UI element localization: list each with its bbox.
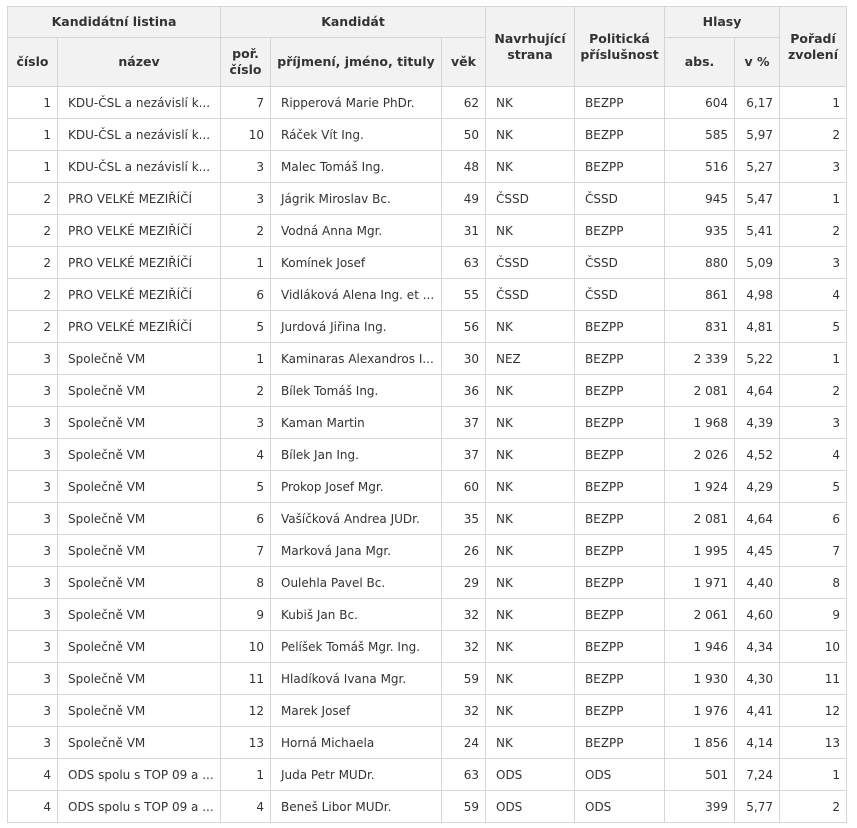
cell-votes-percent: 5,77 <box>735 791 780 823</box>
cell-election-order: 12 <box>780 695 847 727</box>
header-vek: věk <box>442 38 486 87</box>
cell-nominating-party: NK <box>486 439 575 471</box>
cell-list-number: 3 <box>8 343 58 375</box>
cell-candidate-name: Horná Michaela <box>271 727 442 759</box>
table-row <box>8 151 847 183</box>
cell-list-name: Společně VM <box>58 471 221 503</box>
cell-election-order: 11 <box>780 663 847 695</box>
cell-candidate-name: Juda Petr MUDr. <box>271 759 442 791</box>
cell-political-affiliation: BEZPP <box>575 567 665 599</box>
cell-list-number: 3 <box>8 535 58 567</box>
cell-list-number: 3 <box>8 407 58 439</box>
table-body <box>8 87 847 823</box>
cell-list-name: Společně VM <box>58 503 221 535</box>
cell-votes-abs: 585 <box>665 119 735 151</box>
cell-list-number: 3 <box>8 631 58 663</box>
table-row <box>8 535 847 567</box>
cell-list-number: 3 <box>8 439 58 471</box>
header-nazev: název <box>58 38 221 87</box>
cell-votes-abs: 831 <box>665 311 735 343</box>
cell-nominating-party: NK <box>486 599 575 631</box>
cell-political-affiliation: ODS <box>575 759 665 791</box>
cell-list-number: 2 <box>8 279 58 311</box>
cell-nominating-party: NK <box>486 215 575 247</box>
cell-list-number: 4 <box>8 759 58 791</box>
cell-list-number: 1 <box>8 151 58 183</box>
cell-nominating-party: NK <box>486 503 575 535</box>
cell-political-affiliation: BEZPP <box>575 87 665 119</box>
cell-age: 63 <box>442 247 486 279</box>
cell-candidate-name: Malec Tomáš Ing. <box>271 151 442 183</box>
cell-votes-abs: 2 081 <box>665 503 735 535</box>
table-row <box>8 599 847 631</box>
cell-votes-abs: 1 946 <box>665 631 735 663</box>
cell-candidate-name: Marková Jana Mgr. <box>271 535 442 567</box>
cell-candidate-order: 2 <box>221 375 271 407</box>
header-hlasy-abs: abs. <box>665 38 735 87</box>
cell-political-affiliation: BEZPP <box>575 311 665 343</box>
cell-votes-percent: 4,14 <box>735 727 780 759</box>
cell-candidate-order: 4 <box>221 791 271 823</box>
cell-votes-abs: 501 <box>665 759 735 791</box>
cell-list-number: 3 <box>8 567 58 599</box>
cell-political-affiliation: BEZPP <box>575 215 665 247</box>
cell-election-order: 3 <box>780 247 847 279</box>
cell-nominating-party: NK <box>486 119 575 151</box>
cell-political-affiliation: BEZPP <box>575 695 665 727</box>
cell-candidate-order: 12 <box>221 695 271 727</box>
cell-list-number: 2 <box>8 183 58 215</box>
cell-votes-abs: 935 <box>665 215 735 247</box>
cell-list-number: 3 <box>8 599 58 631</box>
table-row <box>8 663 847 695</box>
cell-list-name: Společně VM <box>58 439 221 471</box>
cell-list-name: Společně VM <box>58 727 221 759</box>
cell-candidate-order: 7 <box>221 535 271 567</box>
cell-list-name: Společně VM <box>58 695 221 727</box>
cell-list-name: Společně VM <box>58 535 221 567</box>
cell-political-affiliation: BEZPP <box>575 535 665 567</box>
cell-candidate-order: 1 <box>221 247 271 279</box>
header-hlasy-procenta: v % <box>735 38 780 87</box>
cell-age: 32 <box>442 695 486 727</box>
header-politicka-prislusnost: Politická příslušnost <box>575 7 665 87</box>
table-row <box>8 503 847 535</box>
cell-political-affiliation: BEZPP <box>575 631 665 663</box>
cell-votes-percent: 4,34 <box>735 631 780 663</box>
cell-candidate-order: 6 <box>221 279 271 311</box>
cell-election-order: 5 <box>780 311 847 343</box>
cell-political-affiliation: BEZPP <box>575 119 665 151</box>
cell-votes-percent: 4,98 <box>735 279 780 311</box>
cell-votes-abs: 880 <box>665 247 735 279</box>
cell-nominating-party: NEZ <box>486 343 575 375</box>
cell-political-affiliation: BEZPP <box>575 663 665 695</box>
cell-election-order: 2 <box>780 791 847 823</box>
table-row <box>8 343 847 375</box>
cell-candidate-name: Vodná Anna Mgr. <box>271 215 442 247</box>
cell-candidate-order: 3 <box>221 151 271 183</box>
cell-votes-percent: 4,64 <box>735 375 780 407</box>
cell-age: 26 <box>442 535 486 567</box>
header-navrhujici-strana: Navrhující strana <box>486 7 575 87</box>
cell-votes-abs: 2 081 <box>665 375 735 407</box>
cell-age: 55 <box>442 279 486 311</box>
cell-political-affiliation: BEZPP <box>575 727 665 759</box>
header-por-cislo: poř. číslo <box>221 38 271 87</box>
cell-candidate-order: 11 <box>221 663 271 695</box>
cell-election-order: 6 <box>780 503 847 535</box>
cell-age: 37 <box>442 407 486 439</box>
table-row <box>8 183 847 215</box>
header-kandidatni-listina: Kandidátní listina <box>8 7 221 38</box>
cell-votes-percent: 5,27 <box>735 151 780 183</box>
cell-votes-abs: 1 856 <box>665 727 735 759</box>
table-row <box>8 215 847 247</box>
cell-nominating-party: NK <box>486 535 575 567</box>
cell-age: 60 <box>442 471 486 503</box>
cell-votes-percent: 4,39 <box>735 407 780 439</box>
cell-age: 56 <box>442 311 486 343</box>
cell-candidate-order: 3 <box>221 183 271 215</box>
cell-nominating-party: NK <box>486 375 575 407</box>
cell-nominating-party: NK <box>486 407 575 439</box>
cell-list-name: Společně VM <box>58 599 221 631</box>
cell-age: 37 <box>442 439 486 471</box>
header-hlasy: Hlasy <box>665 7 780 38</box>
cell-election-order: 9 <box>780 599 847 631</box>
table-row <box>8 759 847 791</box>
cell-political-affiliation: BEZPP <box>575 407 665 439</box>
cell-votes-abs: 516 <box>665 151 735 183</box>
cell-election-order: 2 <box>780 215 847 247</box>
table-row <box>8 439 847 471</box>
cell-votes-abs: 1 976 <box>665 695 735 727</box>
cell-candidate-order: 5 <box>221 471 271 503</box>
cell-votes-percent: 5,41 <box>735 215 780 247</box>
cell-candidate-name: Pelíšek Tomáš Mgr. Ing. <box>271 631 442 663</box>
cell-candidate-name: Vidláková Alena Ing. et ... <box>271 279 442 311</box>
cell-candidate-name: Jágrik Miroslav Bc. <box>271 183 442 215</box>
cell-age: 29 <box>442 567 486 599</box>
table-row <box>8 375 847 407</box>
table-row <box>8 631 847 663</box>
table-row <box>8 471 847 503</box>
cell-nominating-party: NK <box>486 471 575 503</box>
header-poradi-zvoleni: Pořadí zvolení <box>780 7 847 87</box>
election-results-table <box>7 6 847 823</box>
table-row <box>8 279 847 311</box>
cell-votes-percent: 5,09 <box>735 247 780 279</box>
cell-votes-abs: 604 <box>665 87 735 119</box>
table-row <box>8 727 847 759</box>
cell-nominating-party: ČSSD <box>486 247 575 279</box>
table-row <box>8 407 847 439</box>
cell-votes-percent: 4,52 <box>735 439 780 471</box>
cell-nominating-party: ODS <box>486 759 575 791</box>
cell-political-affiliation: BEZPP <box>575 375 665 407</box>
cell-votes-abs: 861 <box>665 279 735 311</box>
cell-nominating-party: NK <box>486 631 575 663</box>
cell-candidate-name: Kaman Martin <box>271 407 442 439</box>
cell-list-number: 2 <box>8 215 58 247</box>
cell-candidate-order: 9 <box>221 599 271 631</box>
cell-age: 63 <box>442 759 486 791</box>
cell-political-affiliation: ČSSD <box>575 279 665 311</box>
cell-election-order: 8 <box>780 567 847 599</box>
cell-votes-percent: 4,41 <box>735 695 780 727</box>
cell-list-number: 3 <box>8 471 58 503</box>
cell-age: 50 <box>442 119 486 151</box>
cell-votes-abs: 1 995 <box>665 535 735 567</box>
cell-nominating-party: NK <box>486 695 575 727</box>
cell-list-name: KDU-ČSL a nezávislí k... <box>58 87 221 119</box>
cell-political-affiliation: BEZPP <box>575 343 665 375</box>
cell-candidate-name: Marek Josef <box>271 695 442 727</box>
cell-list-name: Společně VM <box>58 663 221 695</box>
cell-votes-abs: 945 <box>665 183 735 215</box>
cell-nominating-party: NK <box>486 567 575 599</box>
cell-political-affiliation: BEZPP <box>575 599 665 631</box>
cell-votes-percent: 7,24 <box>735 759 780 791</box>
cell-votes-percent: 4,64 <box>735 503 780 535</box>
cell-candidate-name: Beneš Libor MUDr. <box>271 791 442 823</box>
table-row <box>8 87 847 119</box>
table-row <box>8 791 847 823</box>
cell-candidate-name: Ráček Vít Ing. <box>271 119 442 151</box>
cell-nominating-party: NK <box>486 727 575 759</box>
cell-list-name: PRO VELKÉ MEZIŘÍČÍ <box>58 311 221 343</box>
cell-election-order: 2 <box>780 119 847 151</box>
cell-list-name: ODS spolu s TOP 09 a ... <box>58 791 221 823</box>
cell-list-number: 3 <box>8 727 58 759</box>
cell-list-name: KDU-ČSL a nezávislí k... <box>58 151 221 183</box>
cell-votes-abs: 1 971 <box>665 567 735 599</box>
cell-candidate-name: Bílek Tomáš Ing. <box>271 375 442 407</box>
cell-election-order: 4 <box>780 439 847 471</box>
cell-candidate-name: Kaminaras Alexandros I... <box>271 343 442 375</box>
table-row <box>8 119 847 151</box>
cell-election-order: 1 <box>780 183 847 215</box>
cell-election-order: 1 <box>780 759 847 791</box>
cell-candidate-order: 6 <box>221 503 271 535</box>
cell-list-name: KDU-ČSL a nezávislí k... <box>58 119 221 151</box>
cell-age: 24 <box>442 727 486 759</box>
cell-candidate-order: 8 <box>221 567 271 599</box>
cell-age: 59 <box>442 663 486 695</box>
cell-nominating-party: ČSSD <box>486 183 575 215</box>
cell-political-affiliation: BEZPP <box>575 503 665 535</box>
cell-votes-percent: 5,22 <box>735 343 780 375</box>
cell-list-name: Společně VM <box>58 343 221 375</box>
cell-candidate-order: 13 <box>221 727 271 759</box>
cell-candidate-order: 1 <box>221 343 271 375</box>
cell-nominating-party: NK <box>486 151 575 183</box>
cell-list-number: 4 <box>8 791 58 823</box>
cell-candidate-name: Vašíčková Andrea JUDr. <box>271 503 442 535</box>
cell-votes-percent: 5,47 <box>735 183 780 215</box>
cell-political-affiliation: BEZPP <box>575 151 665 183</box>
cell-age: 35 <box>442 503 486 535</box>
header-cislo: číslo <box>8 38 58 87</box>
header-kandidat: Kandidát <box>221 7 486 38</box>
cell-age: 32 <box>442 599 486 631</box>
cell-list-name: Společně VM <box>58 375 221 407</box>
cell-candidate-order: 5 <box>221 311 271 343</box>
cell-election-order: 7 <box>780 535 847 567</box>
cell-election-order: 1 <box>780 343 847 375</box>
table-row <box>8 567 847 599</box>
cell-candidate-order: 3 <box>221 407 271 439</box>
cell-election-order: 5 <box>780 471 847 503</box>
cell-votes-abs: 2 339 <box>665 343 735 375</box>
cell-votes-abs: 1 968 <box>665 407 735 439</box>
cell-age: 32 <box>442 631 486 663</box>
cell-candidate-name: Hladíková Ivana Mgr. <box>271 663 442 695</box>
cell-candidate-name: Komínek Josef <box>271 247 442 279</box>
cell-votes-percent: 4,81 <box>735 311 780 343</box>
cell-candidate-order: 10 <box>221 631 271 663</box>
header-prijmeni-jmeno-tituly: příjmení, jméno, tituly <box>271 38 442 87</box>
cell-candidate-order: 7 <box>221 87 271 119</box>
cell-votes-percent: 6,17 <box>735 87 780 119</box>
cell-votes-percent: 4,45 <box>735 535 780 567</box>
cell-political-affiliation: ČSSD <box>575 247 665 279</box>
cell-age: 48 <box>442 151 486 183</box>
cell-election-order: 2 <box>780 375 847 407</box>
cell-age: 62 <box>442 87 486 119</box>
cell-list-number: 3 <box>8 695 58 727</box>
cell-votes-abs: 2 026 <box>665 439 735 471</box>
cell-age: 31 <box>442 215 486 247</box>
cell-nominating-party: NK <box>486 663 575 695</box>
cell-list-name: PRO VELKÉ MEZIŘÍČÍ <box>58 183 221 215</box>
cell-age: 36 <box>442 375 486 407</box>
cell-votes-abs: 399 <box>665 791 735 823</box>
cell-political-affiliation: BEZPP <box>575 471 665 503</box>
cell-candidate-name: Jurdová Jiřina Ing. <box>271 311 442 343</box>
cell-list-name: Společně VM <box>58 631 221 663</box>
cell-votes-percent: 4,29 <box>735 471 780 503</box>
cell-age: 49 <box>442 183 486 215</box>
cell-nominating-party: NK <box>486 87 575 119</box>
cell-list-number: 3 <box>8 663 58 695</box>
cell-list-number: 1 <box>8 119 58 151</box>
cell-votes-abs: 1 930 <box>665 663 735 695</box>
cell-age: 30 <box>442 343 486 375</box>
cell-votes-percent: 4,30 <box>735 663 780 695</box>
cell-nominating-party: NK <box>486 311 575 343</box>
table-row <box>8 695 847 727</box>
cell-election-order: 10 <box>780 631 847 663</box>
cell-list-name: Společně VM <box>58 567 221 599</box>
table-row <box>8 311 847 343</box>
cell-votes-abs: 2 061 <box>665 599 735 631</box>
cell-age: 59 <box>442 791 486 823</box>
cell-list-name: ODS spolu s TOP 09 a ... <box>58 759 221 791</box>
cell-list-number: 2 <box>8 311 58 343</box>
cell-election-order: 3 <box>780 151 847 183</box>
cell-nominating-party: ODS <box>486 791 575 823</box>
cell-votes-percent: 5,97 <box>735 119 780 151</box>
table-row <box>8 247 847 279</box>
cell-list-number: 3 <box>8 375 58 407</box>
cell-list-number: 2 <box>8 247 58 279</box>
cell-list-name: Společně VM <box>58 407 221 439</box>
cell-political-affiliation: ČSSD <box>575 183 665 215</box>
cell-election-order: 3 <box>780 407 847 439</box>
cell-list-name: PRO VELKÉ MEZIŘÍČÍ <box>58 279 221 311</box>
cell-candidate-order: 1 <box>221 759 271 791</box>
cell-election-order: 1 <box>780 87 847 119</box>
cell-votes-percent: 4,60 <box>735 599 780 631</box>
cell-candidate-name: Prokop Josef Mgr. <box>271 471 442 503</box>
cell-nominating-party: ČSSD <box>486 279 575 311</box>
cell-votes-abs: 1 924 <box>665 471 735 503</box>
cell-candidate-order: 4 <box>221 439 271 471</box>
cell-list-number: 3 <box>8 503 58 535</box>
cell-election-order: 13 <box>780 727 847 759</box>
cell-candidate-order: 10 <box>221 119 271 151</box>
cell-candidate-name: Kubiš Jan Bc. <box>271 599 442 631</box>
cell-votes-percent: 4,40 <box>735 567 780 599</box>
cell-political-affiliation: BEZPP <box>575 439 665 471</box>
cell-candidate-name: Oulehla Pavel Bc. <box>271 567 442 599</box>
cell-candidate-name: Bílek Jan Ing. <box>271 439 442 471</box>
cell-list-number: 1 <box>8 87 58 119</box>
cell-election-order: 4 <box>780 279 847 311</box>
cell-list-name: PRO VELKÉ MEZIŘÍČÍ <box>58 247 221 279</box>
cell-list-name: PRO VELKÉ MEZIŘÍČÍ <box>58 215 221 247</box>
cell-political-affiliation: ODS <box>575 791 665 823</box>
cell-candidate-name: Ripperová Marie PhDr. <box>271 87 442 119</box>
cell-candidate-order: 2 <box>221 215 271 247</box>
